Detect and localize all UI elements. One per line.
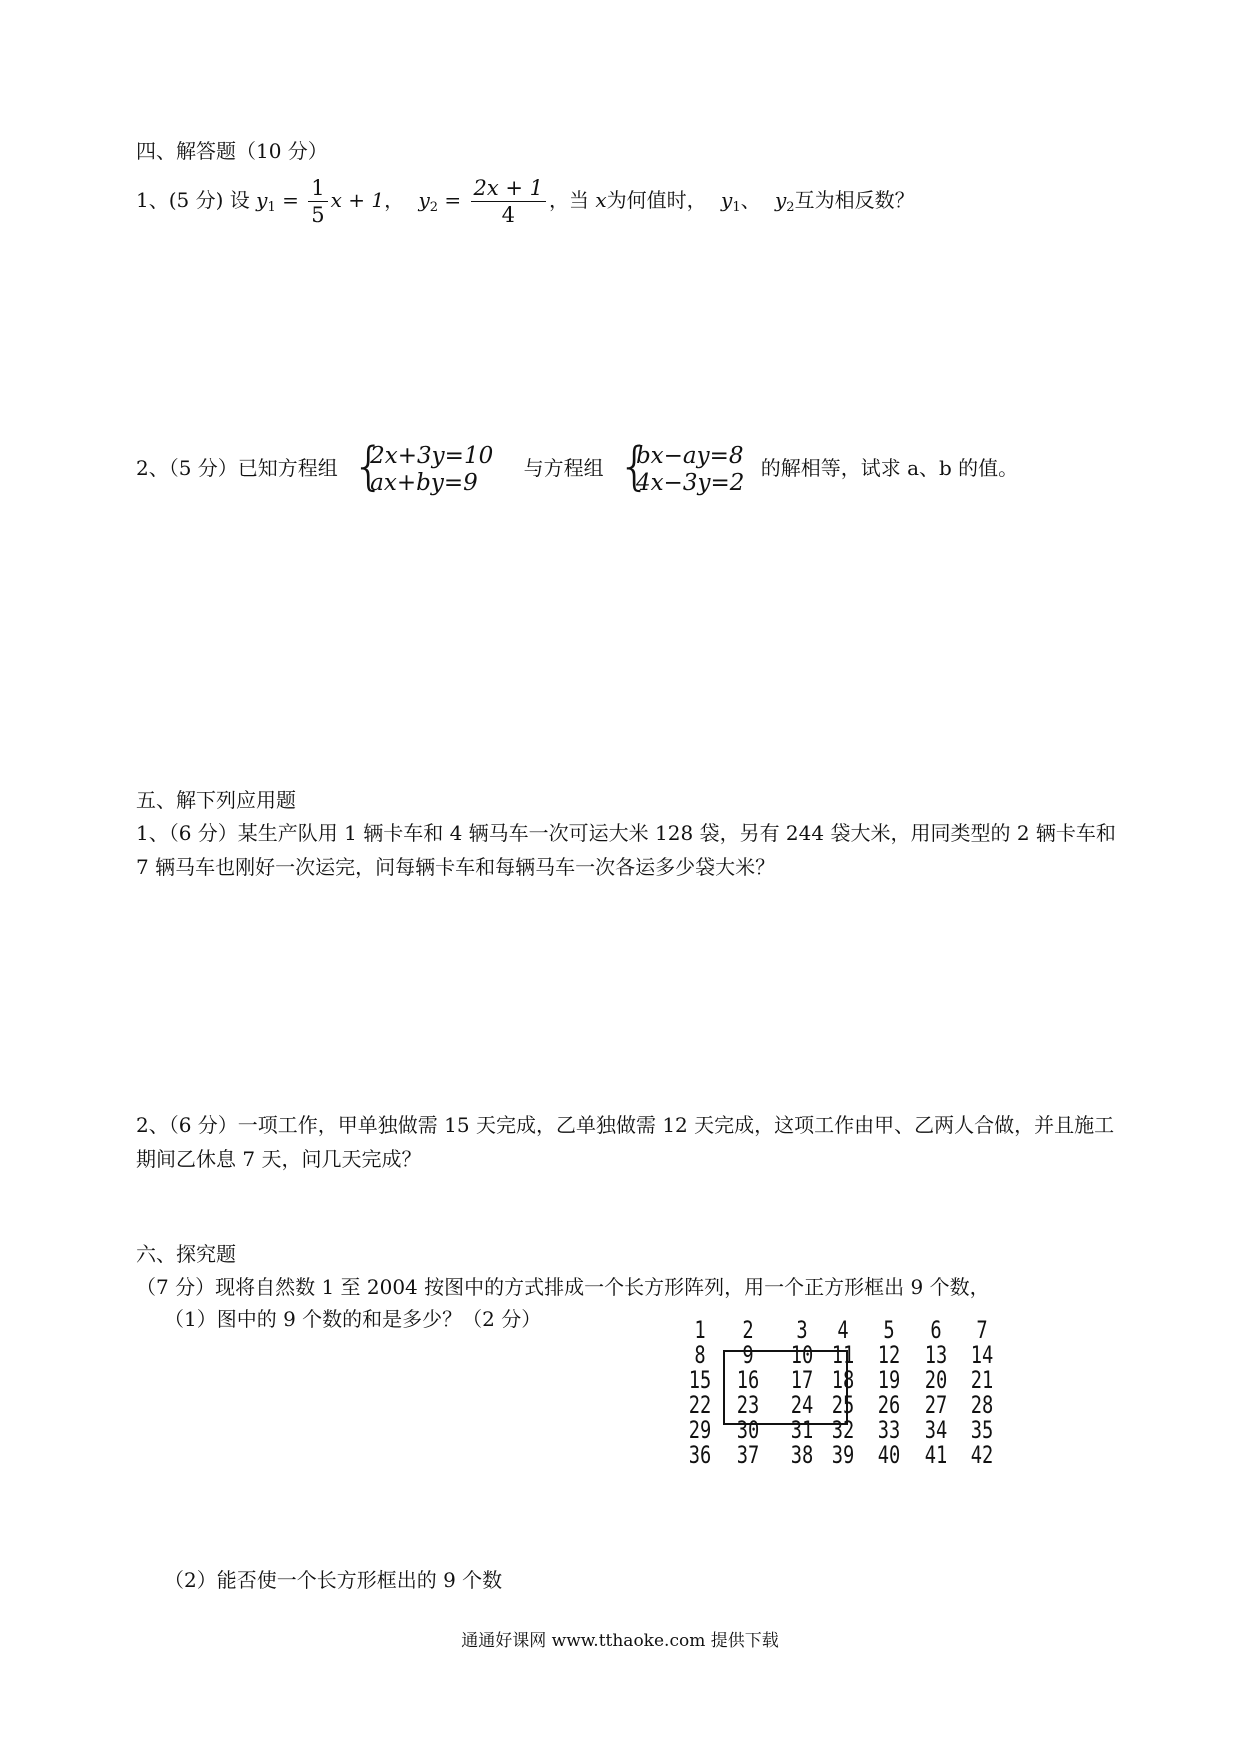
section5-question1: 1、（6 分）某生产队用 1 辆卡车和 4 辆马车一次可运大米 128 袋，另有 244 袋大米，用同类型的 2 辆卡车和 7 辆马车也刚好一次运完，问每辆卡车和每辆马车一次各运多少袋大米？ [136, 821, 1116, 879]
grid-cell: 1 [694, 1316, 706, 1344]
grid-cell: 23 [736, 1391, 760, 1419]
q1-end: 互为相反数？ [794, 188, 915, 212]
grid-row [676, 1443, 994, 1468]
q1-mid: ，当 [549, 188, 590, 212]
grid-cell: 20 [924, 1366, 948, 1394]
q1-comma: 、 [740, 188, 761, 212]
sys1-eq2: ax+by=9 [370, 469, 478, 496]
sys1-eq1: 2x+3y=10 [370, 442, 494, 469]
section6-question1: （1）图中的 9 个数的和是多少？（2 分） [164, 1307, 542, 1331]
section4-title: 四、解答题（10 分） [136, 139, 328, 163]
y2-label: y [418, 188, 430, 212]
grid-cell: 40 [877, 1441, 901, 1469]
frac2-den: 4 [501, 203, 515, 227]
frac1-den: 5 [311, 203, 325, 227]
y1b-sub: 1 [732, 200, 741, 215]
grid-cell: 42 [970, 1441, 994, 1469]
left-brace-icon: { [617, 436, 652, 497]
y1-label: y [256, 188, 268, 212]
grid-cell: 13 [924, 1341, 948, 1369]
equation-system-2 [617, 436, 745, 497]
section4-question2 [136, 438, 1018, 498]
grid-cell: 21 [970, 1366, 994, 1394]
section6-title: 六、探究题 [136, 1242, 236, 1266]
section5-question2: 2、（6 分）一项工作，甲单独做需 15 天完成，乙单独做需 12 天完成，这项工作由甲、乙两人合做，并且施工期间乙休息 7 天，问几天完成？ [136, 1113, 1115, 1171]
section6-intro: （7 分）现将自然数 1 至 2004 按图中的方式排成一个长方形阵列，用一个正方形框出 9 个数， [136, 1275, 990, 1299]
q2-suffix: 的解相等，试求 a、b 的值。 [760, 456, 1019, 480]
square-selection-frame [723, 1350, 848, 1425]
y1b-label: y [721, 188, 733, 212]
grid-cell: 16 [736, 1366, 760, 1394]
grid-cell: 41 [924, 1441, 948, 1469]
q2-prefix: 2、（5 分）已知方程组 [136, 456, 338, 480]
grid-cell: 24 [790, 1391, 814, 1419]
grid-cell: 15 [688, 1366, 712, 1394]
section4-question1 [136, 170, 915, 238]
left-brace-icon: { [352, 436, 386, 497]
grid-cell: 38 [790, 1441, 814, 1469]
q2-middle: 与方程组 [523, 456, 604, 480]
grid-cell: 22 [688, 1391, 712, 1419]
fraction-one-fifth [308, 175, 327, 228]
grid-row [676, 1318, 994, 1343]
q1-ask: 为何值时， [606, 188, 707, 212]
grid-cell: 8 [694, 1341, 706, 1369]
grid-cell: 39 [831, 1441, 855, 1469]
frac2-num: 2x + 1 [471, 175, 547, 202]
grid-cell: 2 [742, 1316, 754, 1344]
q1-eq2: = [444, 188, 462, 212]
grid-cell: 3 [796, 1316, 808, 1344]
frac1-num: 1 [308, 175, 327, 202]
section6-question2: （2）能否使一个长方形框出的 9 个数 [164, 1568, 503, 1592]
q1-prefix: 1、(5 分) 设 [136, 188, 250, 212]
grid-cell: 31 [790, 1416, 814, 1444]
grid-cell: 17 [790, 1366, 814, 1394]
grid-cell: 11 [831, 1341, 855, 1369]
x-variable: x [595, 188, 607, 212]
grid-cell: 18 [831, 1366, 855, 1394]
grid-cell: 35 [970, 1416, 994, 1444]
y2b-sub: 2 [786, 200, 795, 215]
y2b-label: y [774, 188, 787, 212]
grid-cell: 37 [736, 1441, 760, 1469]
grid-cell: 28 [970, 1391, 994, 1419]
grid-cell: 10 [790, 1341, 814, 1369]
sys2-eq1: bx−ay=8 [635, 442, 744, 469]
section5-title: 五、解下列应用题 [136, 788, 296, 812]
grid-cell: 34 [924, 1416, 948, 1444]
fraction-2x-plus-1-over-4 [471, 175, 547, 228]
grid-cell: 36 [688, 1441, 712, 1469]
grid-cell: 4 [837, 1316, 849, 1344]
grid-cell: 29 [688, 1416, 712, 1444]
grid-cell: 25 [831, 1391, 855, 1419]
grid-cell: 19 [877, 1366, 901, 1394]
y1-sub: 1 [267, 200, 276, 215]
grid-cell: 6 [930, 1316, 942, 1344]
grid-cell: 5 [883, 1316, 895, 1344]
grid-cell: 30 [736, 1416, 760, 1444]
grid-cell: 27 [924, 1391, 948, 1419]
grid-cell: 7 [976, 1316, 988, 1344]
grid-cell: 33 [877, 1416, 901, 1444]
page-footer: 通通好课网 www.tthaoke.com 提供下载 [461, 1631, 779, 1651]
grid-cell: 32 [831, 1416, 855, 1444]
q1-sep: ， [384, 188, 405, 212]
grid-cell: 26 [877, 1391, 901, 1419]
equation-system-1 [352, 436, 494, 497]
grid-cell: 12 [877, 1341, 901, 1369]
grid-cell: 14 [970, 1341, 994, 1369]
q1-eq1: = [282, 188, 299, 212]
y2-sub: 2 [429, 200, 439, 215]
sys2-eq2: 4x−3y=2 [635, 469, 745, 496]
y1-rest: x + 1 [330, 188, 385, 212]
grid-cell: 9 [742, 1341, 754, 1369]
